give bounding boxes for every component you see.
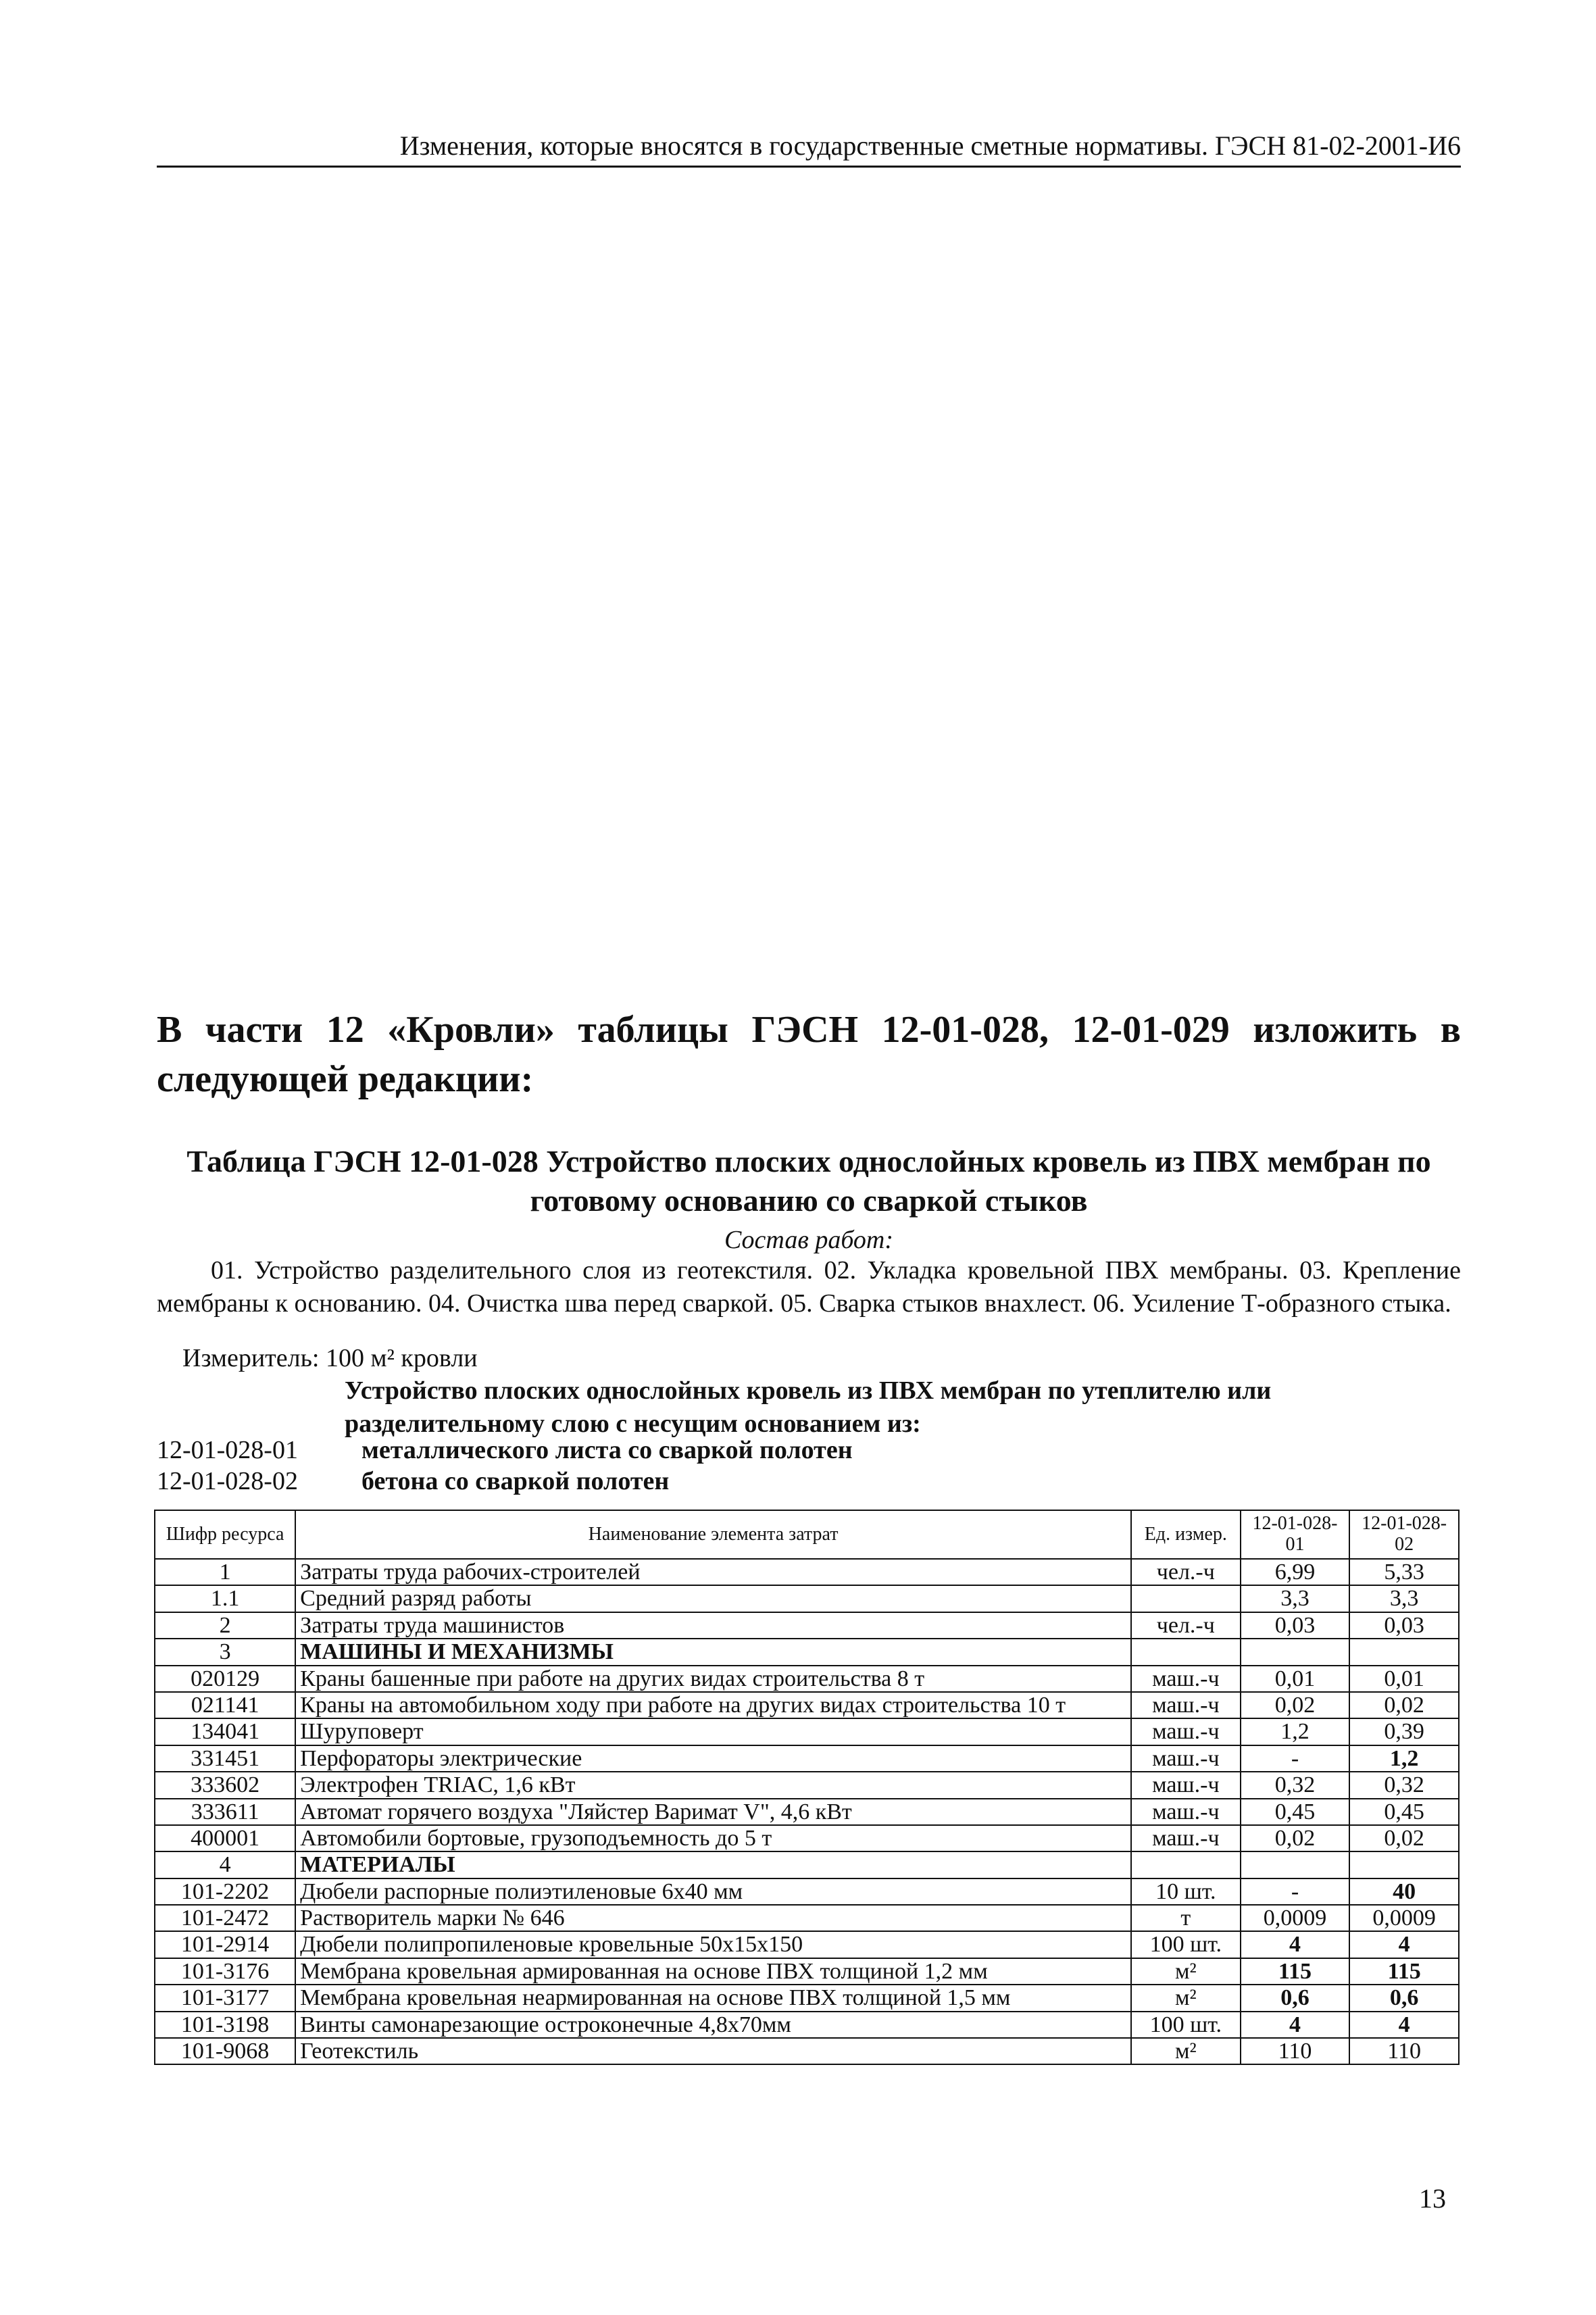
table-cell: -	[1241, 1878, 1350, 1905]
table-cell: 333611	[155, 1799, 295, 1825]
table-cell: 0,02	[1241, 1692, 1350, 1718]
table-cell: 0,39	[1349, 1718, 1459, 1745]
table-cell: 101-2914	[155, 1931, 295, 1958]
table-cell	[1241, 1639, 1350, 1665]
table-cell: маш.-ч	[1131, 1772, 1241, 1798]
table-row	[155, 1851, 1459, 1878]
table-row	[155, 1585, 1459, 1612]
table-cell: 134041	[155, 1718, 295, 1745]
table-cell: Мембрана кровельная армированная на основе ПВХ толщиной 1,2 мм	[295, 1958, 1131, 1985]
table-cell: Затраты труда рабочих-строителей	[295, 1559, 1131, 1585]
table-row	[155, 1559, 1459, 1585]
table-cell: 0,45	[1241, 1799, 1350, 1825]
table-cell: маш.-ч	[1131, 1718, 1241, 1745]
table-cell: 110	[1241, 2038, 1350, 2064]
page-number: 13	[1419, 2183, 1446, 2214]
table-cell: МАШИНЫ И МЕХАНИЗМЫ	[295, 1639, 1131, 1665]
table-cell	[1349, 1639, 1459, 1665]
table-cell: 100 шт.	[1131, 2012, 1241, 2038]
resource-table	[154, 1510, 1460, 2065]
table-cell	[1131, 1585, 1241, 1612]
table-cell: Винты самонарезающие остроконечные 4,8х70мм	[295, 2012, 1131, 2038]
table-row	[155, 1931, 1459, 1958]
table-cell: 0,32	[1241, 1772, 1350, 1798]
table-row	[155, 1799, 1459, 1825]
table-cell: 101-3176	[155, 1958, 295, 1985]
table-cell: 2	[155, 1612, 295, 1639]
table-cell: 0,03	[1241, 1612, 1350, 1639]
group-heading: Устройство плоских однослойных кровель из ПВХ мембран по утеплителю или разделительному слою с несущим основанием из:	[345, 1376, 1272, 1439]
table-cell	[1131, 1639, 1241, 1665]
table-cell: 3,3	[1349, 1585, 1459, 1612]
code-desc-1: металлического листа со сваркой полотен	[361, 1436, 853, 1464]
table-cell: 0,45	[1349, 1799, 1459, 1825]
table-cell: 0,03	[1349, 1612, 1459, 1639]
table-cell: Краны на автомобильном ходу при работе на других видах строительства 10 т	[295, 1692, 1131, 1718]
code-desc-2: бетона со сваркой полотен	[361, 1467, 670, 1495]
table-row	[155, 1825, 1459, 1851]
table-cell: 4	[1349, 1931, 1459, 1958]
table-cell: 1	[155, 1559, 295, 1585]
table-row	[155, 1639, 1459, 1665]
table-cell: 110	[1349, 2038, 1459, 2064]
table-cell: 100 шт.	[1131, 1931, 1241, 1958]
table-cell: 101-3198	[155, 2012, 295, 2038]
table-cell: 0,32	[1349, 1772, 1459, 1798]
table-cell: Средний разряд работы	[295, 1585, 1131, 1612]
table-row	[155, 1692, 1459, 1718]
table-cell: 0,0009	[1241, 1905, 1350, 1931]
table-cell: Геотекстиль	[295, 2038, 1131, 2064]
code-2: 12-01-028-02	[157, 1467, 298, 1495]
table-cell: маш.-ч	[1131, 1666, 1241, 1692]
table-cell: Перфораторы электрические	[295, 1745, 1131, 1772]
table-cell: м²	[1131, 2038, 1241, 2064]
table-row	[155, 1985, 1459, 2011]
table-row	[155, 1718, 1459, 1745]
table-cell: маш.-ч	[1131, 1825, 1241, 1851]
table-cell: 101-9068	[155, 2038, 295, 2064]
table-cell: 1.1	[155, 1585, 295, 1612]
table-cell: 115	[1349, 1958, 1459, 1985]
table-row	[155, 1905, 1459, 1931]
table-cell: маш.-ч	[1131, 1745, 1241, 1772]
table-cell: МАТЕРИАЛЫ	[295, 1851, 1131, 1878]
table-cell: Электрофен TRIAC, 1,6 кВт	[295, 1772, 1131, 1798]
col-name: Наименование элемента затрат	[295, 1510, 1131, 1559]
table-row	[155, 1612, 1459, 1639]
table-cell: 101-3177	[155, 1985, 295, 2011]
table-cell: Автомобили бортовые, грузоподъемность до 5 т	[295, 1825, 1131, 1851]
table-cell: м²	[1131, 1958, 1241, 1985]
table-cell: 101-2202	[155, 1878, 295, 1905]
works-text: 01. Устройство разделительного слоя из геотекстиля. 02. Укладка кровельной ПВХ мембраны. 03. Крепление мембраны к основанию. 04. Очистка шва перед сваркой. 05. Сварка стыков внахлест. 06. Усиление Т-образного стыка.	[157, 1256, 1461, 1318]
table-cell: 0,02	[1349, 1825, 1459, 1851]
table-cell: 0,02	[1349, 1692, 1459, 1718]
table-cell: м²	[1131, 1985, 1241, 2011]
table-cell: Шуруповерт	[295, 1718, 1131, 1745]
col-code: Шифр ресурса	[155, 1510, 295, 1559]
table-cell: 333602	[155, 1772, 295, 1798]
table-title: Таблица ГЭСН 12-01-028 Устройство плоских однослойных кровель из ПВХ мембран по готовому основанию со сваркой стыков	[186, 1144, 1431, 1218]
table-cell: 0,6	[1349, 1985, 1459, 2011]
table-cell: чел.-ч	[1131, 1612, 1241, 1639]
table-cell: 1,2	[1349, 1745, 1459, 1772]
table-row	[155, 2038, 1459, 2064]
table-cell: Автомат горячего воздуха "Ляйстер Варимат V", 4,6 кВт	[295, 1799, 1131, 1825]
table-cell: 6,99	[1241, 1559, 1350, 1585]
page-header: Изменения, которые вносятся в государственные сметные нормативы. ГЭСН 81-02-2001-И6	[157, 130, 1461, 168]
table-cell: 0,01	[1241, 1666, 1350, 1692]
col-norm-02: 12-01-028-02	[1349, 1510, 1459, 1559]
table-cell: 400001	[155, 1825, 295, 1851]
table-cell: 3	[155, 1639, 295, 1665]
table-cell: 40	[1349, 1878, 1459, 1905]
table-cell: 0,6	[1241, 1985, 1350, 2011]
table-cell: 4	[1349, 2012, 1459, 2038]
table-cell: чел.-ч	[1131, 1559, 1241, 1585]
table-cell: -	[1241, 1745, 1350, 1772]
table-cell: т	[1131, 1905, 1241, 1931]
table-cell: Мембрана кровельная неармированная на основе ПВХ толщиной 1,5 мм	[295, 1985, 1131, 2011]
table-row	[155, 1878, 1459, 1905]
section-title: В части 12 «Кровли» таблицы ГЭСН 12-01-028, 12-01-029 изложить в следующей редакции:	[157, 1009, 1461, 1100]
table-cell: маш.-ч	[1131, 1799, 1241, 1825]
table-row	[155, 1666, 1459, 1692]
table-cell: 101-2472	[155, 1905, 295, 1931]
table-cell	[1131, 1851, 1241, 1878]
table-cell: 4	[1241, 1931, 1350, 1958]
table-cell: 331451	[155, 1745, 295, 1772]
table-cell: Затраты труда машинистов	[295, 1612, 1131, 1639]
table-cell: 0,02	[1241, 1825, 1350, 1851]
table-cell: 4	[1241, 2012, 1350, 2038]
table-cell: маш.-ч	[1131, 1692, 1241, 1718]
table-cell: Краны башенные при работе на других видах строительства 8 т	[295, 1666, 1131, 1692]
table-row	[155, 2012, 1459, 2038]
code-1: 12-01-028-01	[157, 1436, 298, 1464]
table-cell: 021141	[155, 1692, 295, 1718]
table-cell	[1349, 1851, 1459, 1878]
table-cell: Дюбели полипропиленовые кровельные 50х15х150	[295, 1931, 1131, 1958]
table-cell: 1,2	[1241, 1718, 1350, 1745]
table-cell: 10 шт.	[1131, 1878, 1241, 1905]
col-unit: Ед. измер.	[1131, 1510, 1241, 1559]
table-cell: 4	[155, 1851, 295, 1878]
table-cell: 5,33	[1349, 1559, 1459, 1585]
table-row	[155, 1772, 1459, 1798]
table-cell: 0,0009	[1349, 1905, 1459, 1931]
table-cell: 0,01	[1349, 1666, 1459, 1692]
works-caption: Состав работ:	[724, 1226, 894, 1254]
table-cell: Растворитель марки № 646	[295, 1905, 1131, 1931]
table-cell: 115	[1241, 1958, 1350, 1985]
table-cell: Дюбели распорные полиэтиленовые 6х40 мм	[295, 1878, 1131, 1905]
col-norm-01: 12-01-028-01	[1241, 1510, 1350, 1559]
table-cell: 3,3	[1241, 1585, 1350, 1612]
table-row	[155, 1958, 1459, 1985]
table-cell: 020129	[155, 1666, 295, 1692]
table-row	[155, 1745, 1459, 1772]
measure: Измеритель: 100 м² кровли	[182, 1344, 478, 1372]
table-cell	[1241, 1851, 1350, 1878]
